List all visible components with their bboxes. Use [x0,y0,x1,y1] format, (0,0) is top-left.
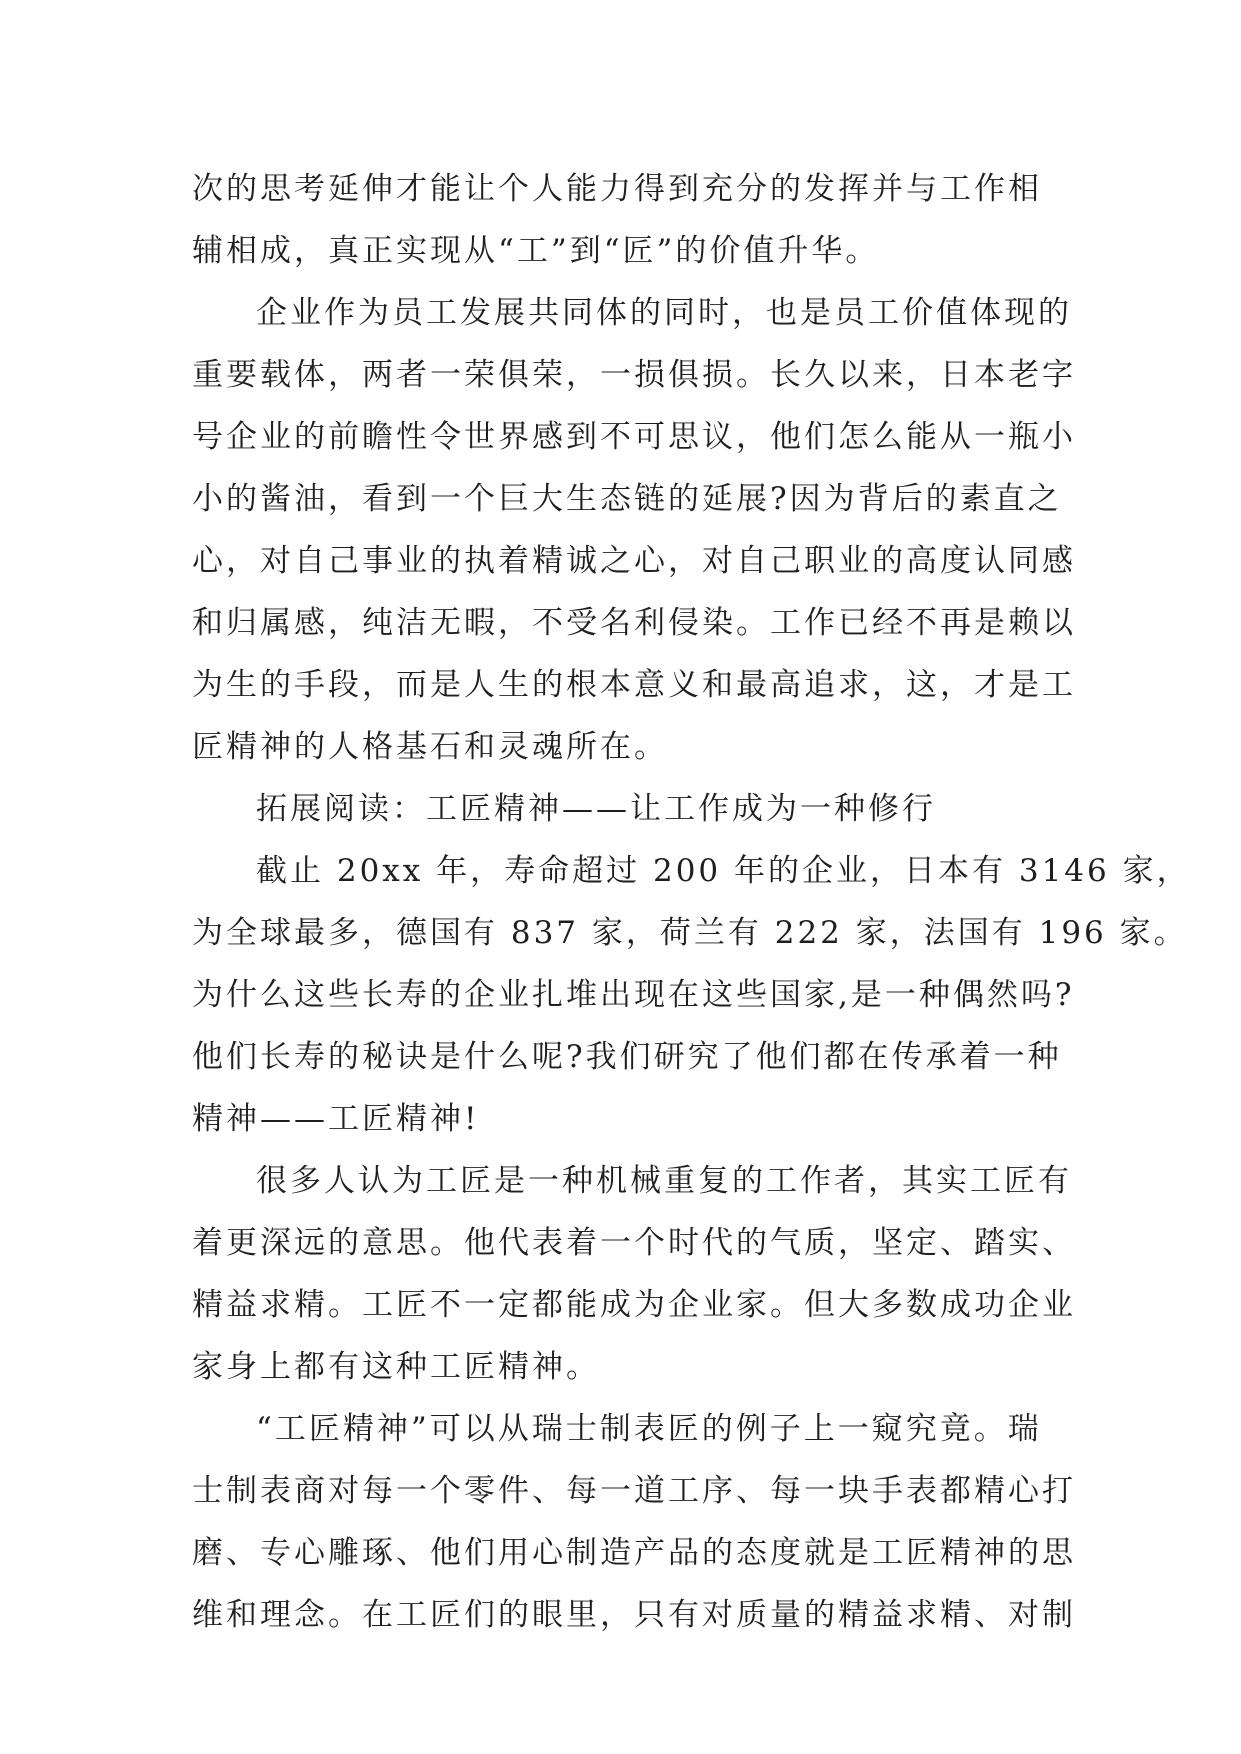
text-line: 精神——工匠精神! [192,1101,480,1137]
text-line: 重要载体，两者一荣俱荣，一损俱损。长久以来，日本老字 [192,357,1076,393]
text-line: 为全球最多，德国有 837 家，荷兰有 222 家，法国有 196 家。 [192,915,1188,951]
section-heading: 拓展阅读：工匠精神——让工作成为一种修行 [256,791,936,827]
text-line: 维和理念。在工匠们的眼里，只有对质量的精益求精、对制 [192,1597,1076,1633]
body-text [192,158,1191,1646]
text-line: 士制表商对每一个零件、每一道工序、每一块手表都精心打 [192,1473,1076,1509]
text-line: 匠精神的人格基石和灵魂所在。 [192,729,668,765]
text-line: 号企业的前瞻性令世界感到不可思议，他们怎么能从一瓶小 [192,419,1076,455]
text-line: 和归属感，纯洁无暇，不受名利侵染。工作已经不再是赖以 [192,605,1076,641]
text-line: 磨、专心雕琢、他们用心制造产品的态度就是工匠精神的思 [192,1535,1076,1571]
paragraph-start-line: 很多人认为工匠是一种机械重复的工作者，其实工匠有 [256,1163,1072,1199]
text-line: 小的酱油，看到一个巨大生态链的延展?因为背后的素直之 [192,481,1062,517]
text-line: 辅相成，真正实现从“工”到“匠”的价值升华。 [192,233,880,269]
text-line: 次的思考延伸才能让个人能力得到充分的发挥并与工作相 [192,171,1042,207]
text-line: 为什么这些长寿的企业扎堆出现在这些国家,是一种偶然吗? [192,977,1075,1013]
text-line: 着更深远的意思。他代表着一个时代的气质，坚定、踏实、 [192,1225,1076,1261]
text-line: 心，对自己事业的执着精诚之心，对自己职业的高度认同感 [192,543,1076,579]
paragraph-start-line: 截止 20xx 年，寿命超过 200 年的企业，日本有 3146 家， [256,853,1191,889]
paragraph-start-line: “工匠精神”可以从瑞士制表匠的例子上一窥究竟。瑞 [256,1411,1042,1447]
text-line: 为生的手段，而是人生的根本意义和最高追求，这，才是工 [192,667,1076,703]
paragraph-start-line: 企业作为员工发展共同体的同时，也是员工价值体现的 [256,295,1072,331]
text-line: 家身上都有这种工匠精神。 [192,1349,600,1385]
text-line: 他们长寿的秘诀是什么呢?我们研究了他们都在传承着一种 [192,1039,1062,1075]
text-line: 精益求精。工匠不一定都能成为企业家。但大多数成功企业 [192,1287,1076,1323]
